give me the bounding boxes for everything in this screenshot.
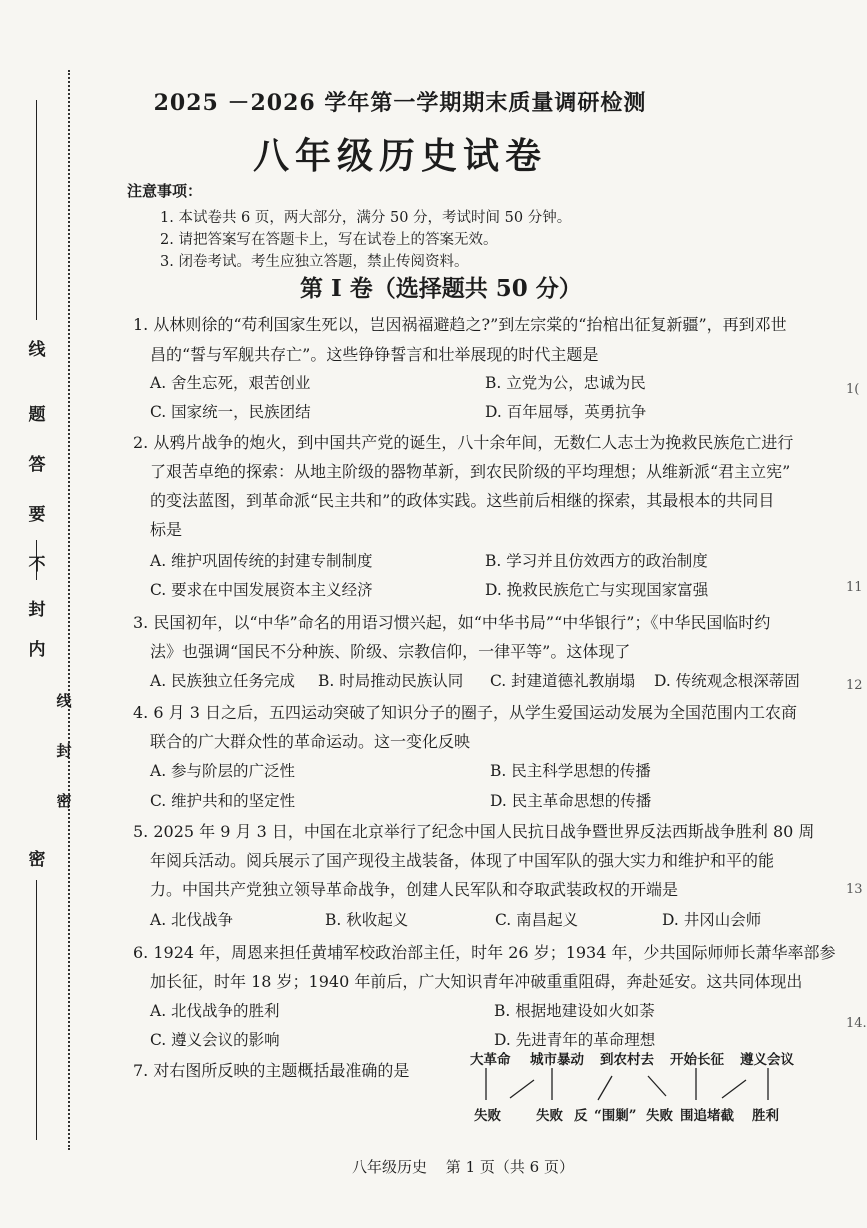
diagram-node: 开始长征 xyxy=(670,1052,724,1068)
question-text: 4. 6 月 3 日之后，五四运动突破了知识分子的圈子，从学生爱国运动发展为全国范围内工农商 xyxy=(133,703,797,722)
binding-char: 线 xyxy=(28,340,46,360)
edge-number: 12 xyxy=(846,678,863,693)
binding-char: 密 xyxy=(28,850,46,870)
option: A. 参与阶层的广泛性 xyxy=(150,762,296,780)
option: C. 封建道德礼教崩塌 xyxy=(490,672,636,690)
diagram-node: 城市暴动 xyxy=(530,1052,584,1068)
binding-char: 答 xyxy=(28,455,46,475)
option: D. 民主革命思想的传播 xyxy=(490,792,652,810)
flow-diagram xyxy=(470,1048,810,1128)
arrow-line xyxy=(510,1080,534,1098)
diagram-node: 到农村去 xyxy=(600,1052,654,1068)
option: B. 时局推动民族认同 xyxy=(318,672,464,690)
question-text: 的变法蓝图，到革命派“民主共和”的政体实践。这些前后相继的探索，其最根本的共同目 xyxy=(150,491,775,510)
option: D. 挽救民族危亡与实现国家富强 xyxy=(485,581,709,599)
option: A. 舍生忘死，艰苦创业 xyxy=(150,374,311,392)
question-text: 3. 民国初年，以“中华”命名的用语习惯兴起，如“中华书局”“中华银行”；《中华民国临时约 xyxy=(133,613,771,632)
note-item: 3. 闭卷考试。考生应独立答题，禁止传阅资料。 xyxy=(160,254,469,270)
arrow-line xyxy=(598,1076,612,1100)
question-text: 加长征，时年 18 岁；1940 年前后，广大知识青年冲破重重阻碍，奔赴延安。这共同体现出 xyxy=(150,972,803,991)
footer-page-number: 第 1 页（共 6 页） xyxy=(445,1158,574,1176)
diagram-outcome: 反 xyxy=(574,1108,588,1124)
option: A. 北伐战争 xyxy=(150,911,234,929)
binding-line xyxy=(36,100,37,320)
option: C. 遵义会议的影响 xyxy=(150,1031,280,1049)
diagram-outcome: 围追堵截 xyxy=(680,1108,734,1124)
binding-char: 不 xyxy=(28,555,46,575)
diagram-node: 遵义会议 xyxy=(740,1052,794,1068)
edge-number: 13 xyxy=(846,882,863,897)
section-title: 第 I 卷（选择题共 50 分） xyxy=(300,275,582,302)
question-text: 6. 1924 年，周恩来担任黄埔军校政治部主任，时年 26 岁；1934 年，少共国际师师长萧华率部参 xyxy=(133,943,836,962)
diagram-outcome: 失败 xyxy=(474,1108,501,1124)
binding-char: 要 xyxy=(28,505,46,525)
diagram-outcome: 失败 xyxy=(536,1108,563,1124)
question-text: 标是 xyxy=(150,520,183,539)
arrow-line xyxy=(722,1080,746,1098)
question-text: 力。中国共产党独立领导革命战争，创建人民军队和夺取武装政权的开端是 xyxy=(150,880,679,899)
option: D. 传统观念根深蒂固 xyxy=(654,672,800,690)
diagram-outcome: 胜利 xyxy=(752,1108,779,1124)
binding-line xyxy=(36,880,37,1140)
binding-margin xyxy=(0,0,80,1228)
diagram-node: 大革命 xyxy=(470,1052,511,1068)
edge-number: 11 xyxy=(846,580,863,595)
edge-number: 1( xyxy=(846,382,860,397)
diagram-outcome: “围剿” xyxy=(594,1108,637,1124)
option: C. 国家统一，民族团结 xyxy=(150,403,311,421)
footer-subject: 八年级历史 xyxy=(352,1158,428,1176)
option: A. 北伐战争的胜利 xyxy=(150,1002,280,1020)
option: D. 井冈山会师 xyxy=(662,911,762,929)
binding-char: 封 xyxy=(28,600,46,620)
binding-char: 内 xyxy=(28,640,46,660)
question-text: 法》也强调“国民不分种族、阶级、宗教信仰，一律平等”。这体现了 xyxy=(150,642,631,661)
option: B. 秋收起义 xyxy=(325,911,409,929)
binding-dotted-line xyxy=(68,70,70,1150)
question-text: 5. 2025 年 9 月 3 日，中国在北京举行了纪念中国人民抗日战争暨世界反法西斯战争胜利 80 周 xyxy=(133,822,815,841)
question-text: 昌的“誓与军舰共存亡”。这些铮铮誓言和壮举展现的时代主题是 xyxy=(150,345,599,364)
option: B. 民主科学思想的传播 xyxy=(490,762,651,780)
arrow-line xyxy=(648,1076,666,1096)
option: A. 民族独立任务完成 xyxy=(150,672,296,690)
diagram-arrows xyxy=(470,1066,810,1104)
page-footer xyxy=(352,1156,588,1177)
exam-subtitle: 八年级历史试卷 xyxy=(252,135,547,177)
question-text: 了艰苦卓绝的探索：从地主阶级的器物革新，到农民阶级的平均理想；从维新派“君主立宪” xyxy=(150,462,791,481)
edge-number: 14. xyxy=(846,1016,867,1031)
question-text: 1. 从林则徐的“苟利国家生死以，岂因祸福避趋之?”到左宗棠的“抬棺出征复新疆”，再到邓世 xyxy=(133,315,787,334)
question-text: 7. 对右图所反映的主题概括最准确的是 xyxy=(133,1061,410,1080)
note-item: 1. 本试卷共 6 页，两大部分，满分 50 分，考试时间 50 分钟。 xyxy=(160,210,572,226)
option: A. 维护巩固传统的封建专制制度 xyxy=(150,552,373,570)
notes-heading: 注意事项： xyxy=(127,182,203,200)
binding-char: 题 xyxy=(28,405,46,425)
option: C. 维护共和的坚定性 xyxy=(150,792,296,810)
exam-title: 2025 －2026 学年第一学期期末质量调研检测 xyxy=(153,90,647,116)
question-text: 年阅兵活动。阅兵展示了国产现役主战装备，体现了中国军队的强大实力和维护和平的能 xyxy=(150,851,775,870)
note-item: 2. 请把答案写在答题卡上，写在试卷上的答案无效。 xyxy=(160,232,498,248)
question-text: 2. 从鸦片战争的炮火，到中国共产党的诞生，八十余年间，无数仁人志士为挽救民族危亡进行 xyxy=(133,433,794,452)
binding-char-inner: 封 xyxy=(56,742,72,760)
binding-char-inner: 密 xyxy=(56,792,72,810)
option: B. 根据地建设如火如荼 xyxy=(494,1002,655,1020)
option: D. 百年屈辱，英勇抗争 xyxy=(485,403,647,421)
option: B. 学习并且仿效西方的政治制度 xyxy=(485,552,708,570)
option: B. 立党为公，忠诚为民 xyxy=(485,374,646,392)
binding-char-inner: 线 xyxy=(56,692,72,710)
option: D. 先进青年的革命理想 xyxy=(494,1031,656,1049)
option: C. 要求在中国发展资本主义经济 xyxy=(150,581,373,599)
question-text: 联合的广大群众性的革命运动。这一变化反映 xyxy=(150,732,471,751)
option: C. 南昌起义 xyxy=(495,911,579,929)
diagram-outcome: 失败 xyxy=(646,1108,673,1124)
